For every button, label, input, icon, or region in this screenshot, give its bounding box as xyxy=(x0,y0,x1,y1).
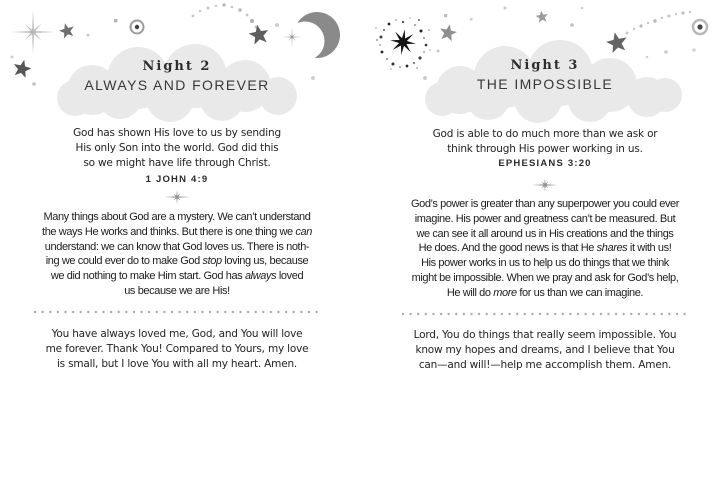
verse-reference: EPHESIANS 3:20 xyxy=(498,158,592,169)
star-icon xyxy=(535,10,549,23)
page-title: ALWAYS AND FOREVER xyxy=(84,77,270,93)
star-icon xyxy=(58,21,76,39)
page-night-3 xyxy=(360,0,720,504)
prayer-text: Lord, You do things that really seem impossible. You know my hopes and dreams, and I believe that You can—and will!—help me accomplish them. Amen. xyxy=(413,329,677,371)
star-icon xyxy=(247,23,270,45)
square-dot xyxy=(444,14,447,17)
circle-dot-icon xyxy=(693,20,707,34)
prayer-text: You have always loved me, God, and You will love me forever. Thank You! Compared to Yours, my love is small, but I love You with all my heart. Amen. xyxy=(45,328,309,370)
divider-star-icon xyxy=(532,178,558,192)
circle-dot-icon xyxy=(131,21,144,34)
dot xyxy=(87,34,90,37)
star-icon xyxy=(604,30,629,54)
devotional-body: God’s power is greater than any superpower you could ever imagine. His power and greatness can’t be measured. But we can see it all around us in His creations and the things He does. And the good news is that He shares it with us! His power works in us to help us do things that we think might be impossible. When we pray and ask for God’s help, He will do more for us than we can imagine. xyxy=(410,198,680,299)
dot xyxy=(581,7,584,10)
square-dot xyxy=(114,19,117,22)
square-dot xyxy=(470,18,473,21)
dot xyxy=(437,50,440,53)
star-icon xyxy=(11,58,33,79)
verse-reference: 1 JOHN 4:9 xyxy=(145,174,209,185)
night-label: Night 2 xyxy=(142,59,212,74)
night-label: Night 3 xyxy=(510,58,580,73)
verse-text: God has shown His love to us by sending His only Son into the world. God did this so we might have life through Christ. xyxy=(73,127,281,169)
dotted-trail xyxy=(626,11,696,59)
devotional-body: Many things about God are a mystery. We can’t understand the ways He works and thinks. But there is one thing we can understand: we can know that God loves us. There is noth- ing we could ever do to make God stop loving us, because we did nothing to make Him start. God has always loved us because we are His! xyxy=(42,211,312,297)
dot xyxy=(570,23,574,27)
dotted-trail xyxy=(192,3,279,28)
star-icon xyxy=(438,22,458,41)
divider-star-icon xyxy=(164,190,190,204)
sparkle-burst-icon xyxy=(11,10,55,54)
page-title: THE IMPOSSIBLE xyxy=(476,76,614,92)
moon-icon xyxy=(286,12,341,61)
verse-text: God is able to do much more than we ask or think through His power working in us. xyxy=(432,128,658,155)
dot xyxy=(11,56,14,59)
dot xyxy=(504,7,507,10)
